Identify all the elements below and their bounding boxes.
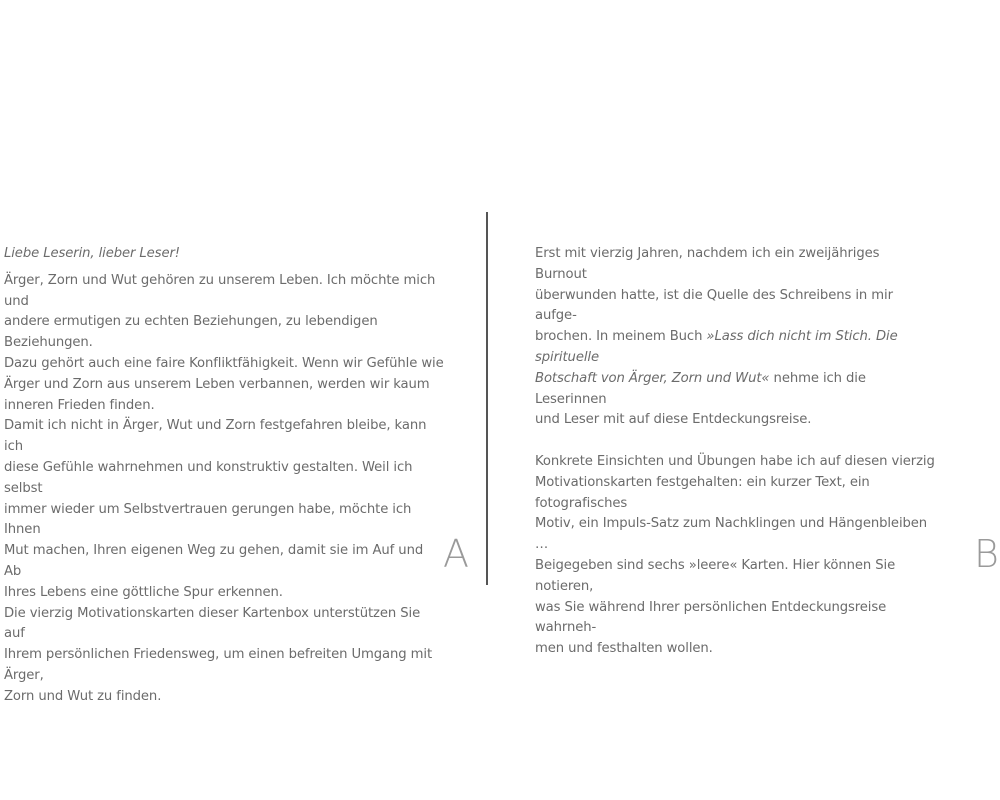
text-line: Die vierzig Motivationskarten dieser Kartenbox unterstützen Sie auf <box>4 605 421 642</box>
text-line: diese Gefühle wahrnehmen und konstruktiv gestalten. Weil ich selbst <box>4 459 413 496</box>
text-line <box>535 327 935 369</box>
text-line: Ihrem persönlichen Friedensweg, um einen befreiten Umgang mit Ärger, <box>4 647 433 683</box>
text-line: Beigegeben sind sechs »leere« Karten. Hier können Sie notieren, <box>535 557 896 594</box>
text-line: andere ermutigen zu echten Beziehungen, zu lebendigen Beziehungen. <box>4 314 378 351</box>
salutation: Liebe Leserin, lieber Leser! <box>4 246 180 261</box>
text-line: Motiv, ein Impuls-Satz zum Nachklingen und Hängenbleiben … <box>535 516 928 553</box>
text-line: Damit ich nicht in Ärger, Wut und Zorn festgefahren bleibe, kann ich <box>4 418 427 455</box>
text-line: Dazu gehört auch eine faire Konfliktfähigkeit. Wenn wir Gefühle wie <box>4 355 444 371</box>
page-letter-b: B <box>974 532 999 576</box>
text-line: Ärger und Zorn aus unserem Leben verbannen, werden wir kaum <box>4 376 430 392</box>
text-line: Motivationskarten festgehalten: ein kurzer Text, ein fotografisches <box>535 474 870 511</box>
text-line: immer wieder um Selbstvertrauen gerungen habe, möchte ich Ihnen <box>4 501 412 538</box>
text-line: inneren Frieden finden. <box>4 397 155 413</box>
text-line: Zorn und Wut zu finden. <box>4 688 162 704</box>
text-line <box>535 369 935 411</box>
text-line: überwunden hatte, ist die Quelle des Schreibens in mir aufge- <box>535 287 893 324</box>
text-line: Mut machen, Ihren eigenen Weg zu gehen, damit sie im Auf und Ab <box>4 543 424 579</box>
text-line: Erst mit vierzig Jahren, nachdem ich ein zweijähriges Burnout <box>535 246 880 282</box>
page-a-text <box>4 244 444 708</box>
paragraph-gap <box>535 431 935 452</box>
text-segment: nehme ich die Leserinnen <box>535 370 866 407</box>
text-line: Ihres Lebens eine göttliche Spur erkennen. <box>4 584 283 600</box>
book-title: »Lass dich nicht im Stich. Die spirituelle <box>535 329 898 365</box>
text-line: Ärger, Zorn und Wut gehören zu unserem Leben. Ich möchte mich und <box>4 272 436 309</box>
text-line: und Leser mit auf diese Entdeckungsreise. <box>535 412 812 428</box>
page-divider <box>486 212 488 585</box>
text-line: was Sie während Ihrer persönlichen Entdeckungsreise wahrneh- <box>535 599 887 636</box>
text-segment: brochen. In meinem Buch <box>535 329 707 345</box>
book-title: Botschaft von Ärger, Zorn und Wut« <box>535 370 770 386</box>
page-b-text <box>535 244 935 660</box>
text-line: Konkrete Einsichten und Übungen habe ich auf diesen vierzig <box>535 453 935 469</box>
text-line: men und festhalten wollen. <box>535 641 713 657</box>
page-letter-a: A <box>443 532 469 576</box>
